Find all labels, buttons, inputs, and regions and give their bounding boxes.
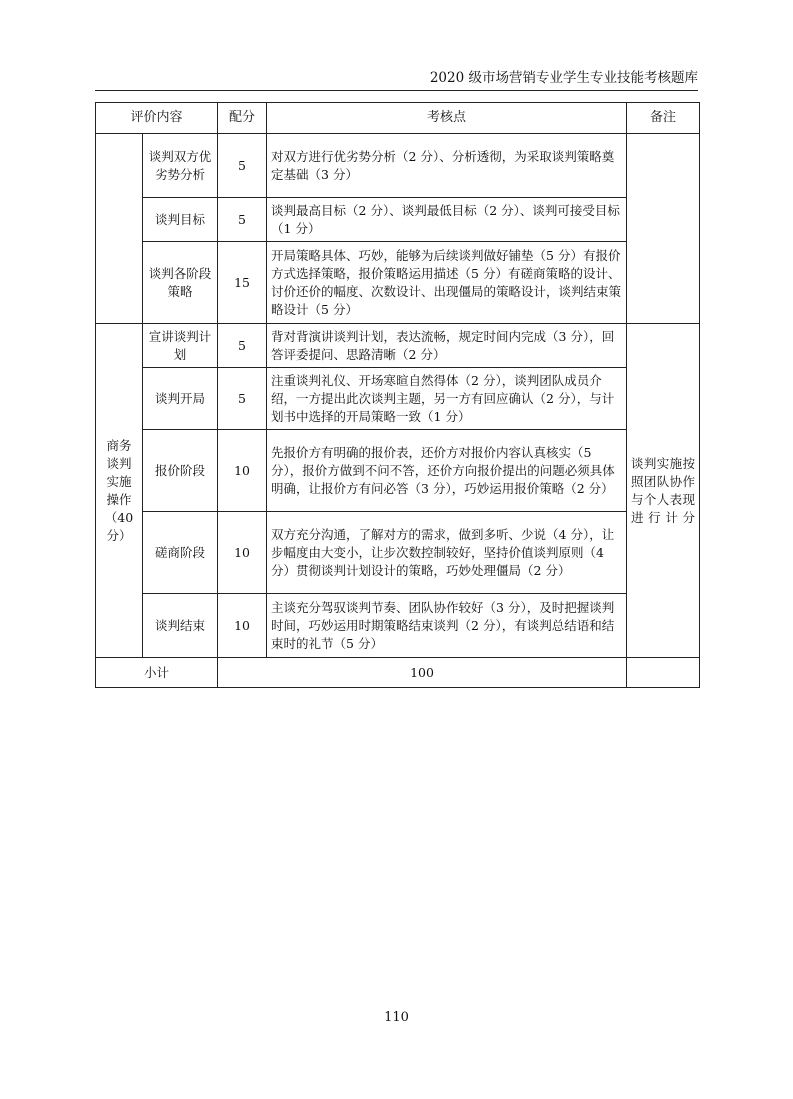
row-item: 谈判目标	[143, 198, 218, 242]
row-item: 谈判各阶段策略	[143, 242, 218, 324]
assessment-table	[95, 102, 700, 688]
table-row	[96, 242, 700, 324]
table-row	[96, 430, 700, 512]
header-score: 配分	[218, 103, 267, 134]
row-item: 谈判开局	[143, 368, 218, 430]
table-row	[96, 594, 700, 658]
row-score: 10	[218, 430, 267, 512]
table-row	[96, 134, 700, 198]
row-score: 5	[218, 134, 267, 198]
row-point: 先报价方有明确的报价表，还价方对报价内容认真核实（5分），报价方做到不问不答，还价方向报价提出的问题必须具体明确，让报价方有问必答（3 分），巧妙运用报价策略（2 分）	[267, 430, 627, 512]
table-row	[96, 512, 700, 594]
group1-category	[96, 134, 143, 324]
row-point: 谈判最高目标（2 分）、谈判最低目标（2 分）、谈判可接受目标（1 分）	[267, 198, 627, 242]
table-row	[96, 324, 700, 368]
row-point: 双方充分沟通，了解对方的需求，做到多听、少说（4 分），让步幅度由大变小，让步次数控制较好，坚持价值谈判原则（4 分）贯彻谈判计划设计的策略，巧妙处理僵局（2 分）	[267, 512, 627, 594]
subtotal-score: 100	[218, 658, 627, 688]
row-item: 宣讲谈判计划	[143, 324, 218, 368]
row-point: 开局策略具体、巧妙，能够为后续谈判做好铺垫（5 分）有报价方式选择策略，报价策略运用描述（5 分）有磋商策略的设计、讨价还价的幅度、次数设计、出现僵局的策略设计，谈判结束策略设计（5 分）	[267, 242, 627, 324]
page-number: 110	[384, 1010, 409, 1025]
row-score: 5	[218, 324, 267, 368]
row-score: 10	[218, 594, 267, 658]
row-point: 注重谈判礼仪、开场寒暄自然得体（2 分），谈判团队成员介绍，一方提出此次谈判主题，另一方有回应确认（2 分），与计划书中选择的开局策略一致（1 分）	[267, 368, 627, 430]
row-item: 谈判双方优劣势分析	[143, 134, 218, 198]
row-item: 报价阶段	[143, 430, 218, 512]
row-score: 10	[218, 512, 267, 594]
row-item: 磋商阶段	[143, 512, 218, 594]
table-row	[96, 198, 700, 242]
row-point: 对双方进行优劣势分析（2 分）、分析透彻，为采取谈判策略奠定基础（3 分）	[267, 134, 627, 198]
row-item: 谈判结束	[143, 594, 218, 658]
row-score: 15	[218, 242, 267, 324]
table-header-row	[96, 103, 700, 134]
group2-remark: 谈判实施按照团队协作与个人表现进行计分	[627, 324, 700, 658]
page-header: 2020 级市场营销专业学生专业技能考核题库	[429, 70, 698, 86]
header-rule	[95, 90, 698, 91]
row-score: 5	[218, 368, 267, 430]
subtotal-label: 小计	[96, 658, 218, 688]
subtotal-remark	[627, 658, 700, 688]
header-remark: 备注	[627, 103, 700, 134]
row-point: 背对背演讲谈判计划，表达流畅，规定时间内完成（3 分），回答评委提问、思路清晰（2 分）	[267, 324, 627, 368]
row-score: 5	[218, 198, 267, 242]
header-content: 评价内容	[96, 103, 218, 134]
row-point: 主谈充分驾驭谈判节奏、团队协作较好（3 分），及时把握谈判时间，巧妙运用时期策略结束谈判（2 分），有谈判总结语和结束时的礼节（5 分）	[267, 594, 627, 658]
group1-remark	[627, 134, 700, 324]
group2-category: 商务谈判实施操作（40 分）	[96, 324, 143, 658]
subtotal-row	[96, 658, 700, 688]
table-row	[96, 368, 700, 430]
header-point: 考核点	[267, 103, 627, 134]
